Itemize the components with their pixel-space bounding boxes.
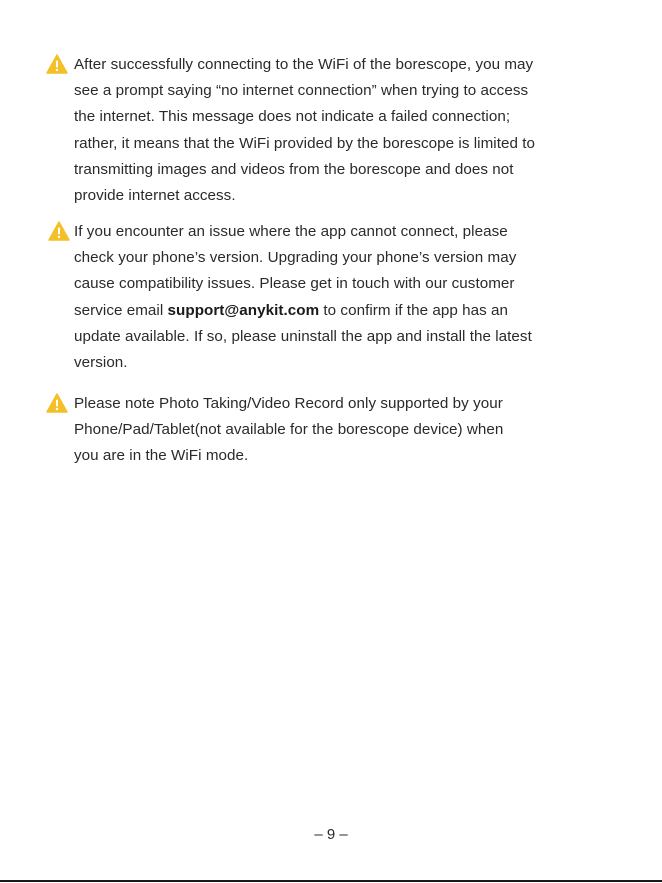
warning-triangle-icon — [48, 221, 70, 241]
text-line: check your phone’s version. Upgrading your phone’s version may — [74, 249, 517, 267]
warning-note-text — [74, 52, 606, 209]
warning-note-text — [74, 219, 606, 376]
warning-note-photo-video-record — [46, 391, 606, 470]
text-line: transmitting images and videos from the borescope and does not — [74, 160, 514, 178]
text-line: Phone/Pad/Tablet(not available for the borescope device) when — [74, 421, 504, 439]
text-line: Please note Photo Taking/Video Record only supported by your — [74, 395, 503, 412]
warning-note-wifi-no-internet — [46, 52, 606, 209]
text-line: cause compatibility issues. Please get in touch with our customer — [74, 275, 515, 293]
text-line: update available. If so, please uninstall the app and install the latest — [74, 327, 532, 345]
text-line: see a prompt saying “no internet connection” when trying to access — [74, 82, 529, 100]
text-line-with-email — [74, 298, 606, 324]
text-line: provide internet access. — [74, 187, 236, 205]
text-line: rather, it means that the WiFi provided by the borescope is limited to — [74, 134, 536, 152]
bottom-divider — [0, 880, 662, 882]
text-fragment: to confirm if the app has an — [319, 301, 508, 319]
warning-triangle-icon — [46, 54, 68, 74]
warning-triangle-icon — [46, 393, 68, 413]
support-email-link[interactable]: support@anykit.com — [167, 301, 320, 319]
text-fragment: service email — [74, 301, 168, 319]
warning-note-app-cannot-connect — [46, 219, 606, 376]
text-line: the internet. This message does not indicate a failed connection; — [74, 108, 511, 126]
warning-note-text — [74, 391, 606, 470]
text-line: version. — [74, 354, 128, 372]
page-number: – 9 – — [314, 826, 348, 843]
text-line: If you encounter an issue where the app cannot connect, please — [74, 223, 508, 240]
text-line: you are in the WiFi mode. — [74, 447, 249, 465]
text-line: After successfully connecting to the WiFi of the borescope, you may — [74, 56, 534, 73]
